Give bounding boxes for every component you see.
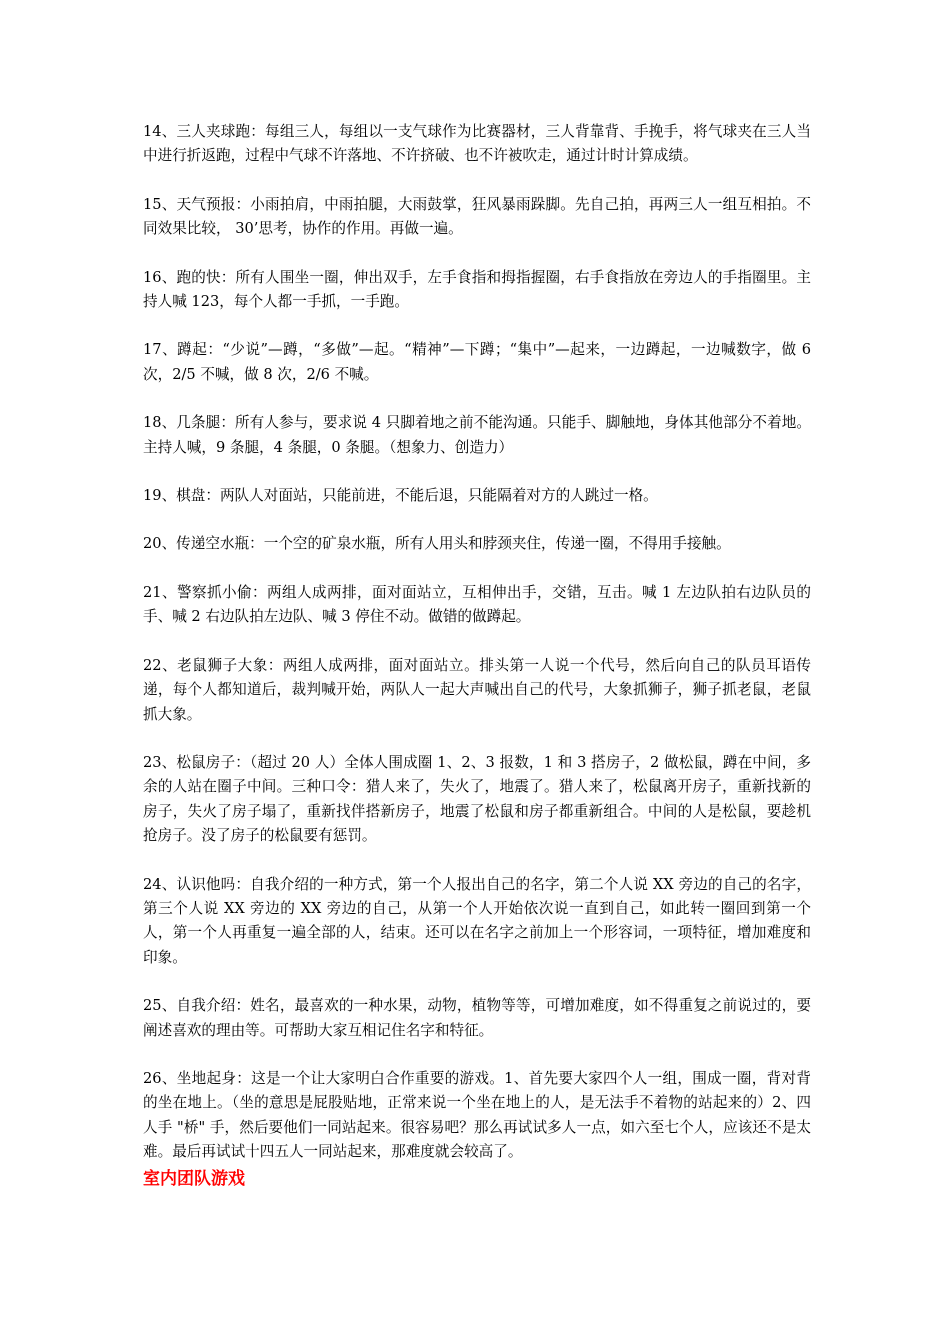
game-item-26: 26、坐地起身：这是一个让大家明白合作重要的游戏。1、首先要大家四个人一组，围成一圈，背对背的坐在地上。（坐的意思是屁股贴地，正常来说一个坐在地上的人，是无法手不着物的站起来的）2、四人手 "桥" 手，然后要他们一同站起来。很容易吧？那么再试试多人一点，如六至七个人，应该还不是太难。最后再试试十四五人一同站起来，那难度就会较高了。 bbox=[143, 1069, 811, 1161]
game-item-23: 23、松鼠房子：（超过 20 人）全体人围成圈 1、2、3 报数，1 和 3 搭房子，2 做松鼠，蹲在中间，多余的人站在圈子中间。三种口令：猎人来了，失火了，地震了。猎人来了，松鼠离开房子，重新找新的房子，失火了房子塌了，重新找伴搭新房子，地震了松鼠和房子都重新组合。中间的人是松鼠，要趁机抢房子。没了房子的松鼠要有惩罚。 bbox=[143, 753, 811, 845]
section-title: 室内团队游戏 bbox=[143, 1168, 245, 1189]
game-item-14: 14、三人夹球跑：每组三人，每组以一支气球作为比赛器材，三人背靠背、手挽手，将气球夹在三人当中进行折返跑，过程中气球不许落地、不许挤破、也不许被吹走，通过计时计算成绩。 bbox=[143, 123, 811, 165]
game-item-22: 22、老鼠狮子大象：两组人成两排，面对面站立。排头第一人说一个代号，然后向自己的队员耳语传递，每个人都知道后，裁判喊开始，两队人一起大声喊出自己的代号，大象抓狮子，狮子抓老鼠，老鼠抓大象。 bbox=[143, 656, 811, 723]
document-body bbox=[143, 120, 811, 1191]
game-item-20: 20、传递空水瓶：一个空的矿泉水瓶，所有人用头和脖颈夹住，传递一圈，不得用手接触。 bbox=[143, 535, 731, 553]
game-item-16: 16、跑的快：所有人围坐一圈，伸出双手，左手食指和拇指握圈，右手食指放在旁边人的手指圈里。主持人喊 123，每个人都一手抓，一手跑。 bbox=[143, 268, 811, 311]
game-item-15: 15、天气预报：小雨拍肩，中雨拍腿，大雨鼓掌，狂风暴雨跺脚。先自己拍，再两三人一组互相拍。不同效果比较， 30’思考，协作的作用。再做一遍。 bbox=[143, 195, 811, 238]
game-item-21: 21、警察抓小偷：两组人成两排，面对面站立，互相伸出手，交错，互击。喊 1 左边队拍右边队员的手、喊 2 右边队拍左边队、喊 3 停住不动。做错的做蹲起。 bbox=[143, 583, 811, 626]
game-item-24: 24、认识他吗：自我介绍的一种方式，第一个人报出自己的名字，第二个人说 XX 旁边的自己的名字，第三个人说 XX 旁边的 XX 旁边的自己，从第一个人开始依次说一直到自己，如此转一圈回到第一个人，第一个人再重复一遍全部的人，结束。还可以在名字之前加上一个形容词，一项特征，增加难度和印象。 bbox=[143, 875, 811, 966]
game-item-17: 17、蹲起：“少说”—蹲，“多做”—起。“精神”—下蹲；“集中”—起来，一边蹲起，一边喊数字，做 6 次，2/5 不喊，做 8 次，2/6 不喊。 bbox=[143, 341, 811, 383]
game-item-18: 18、几条腿：所有人参与，要求说 4 只脚着地之前不能沟通。只能手、脚触地，身体其他部分不着地。主持人喊，9 条腿，4 条腿，0 条腿。（想象力、创造力） bbox=[143, 414, 811, 456]
game-item-19: 19、棋盘：两队人对面站，只能前进，不能后退，只能隔着对方的人跳过一格。 bbox=[143, 487, 658, 505]
game-item-25: 25、自我介绍：姓名，最喜欢的一种水果，动物，植物等等，可增加难度，如不得重复之前说过的，要阐述喜欢的理由等。可帮助大家互相记住名字和特征。 bbox=[143, 997, 811, 1039]
